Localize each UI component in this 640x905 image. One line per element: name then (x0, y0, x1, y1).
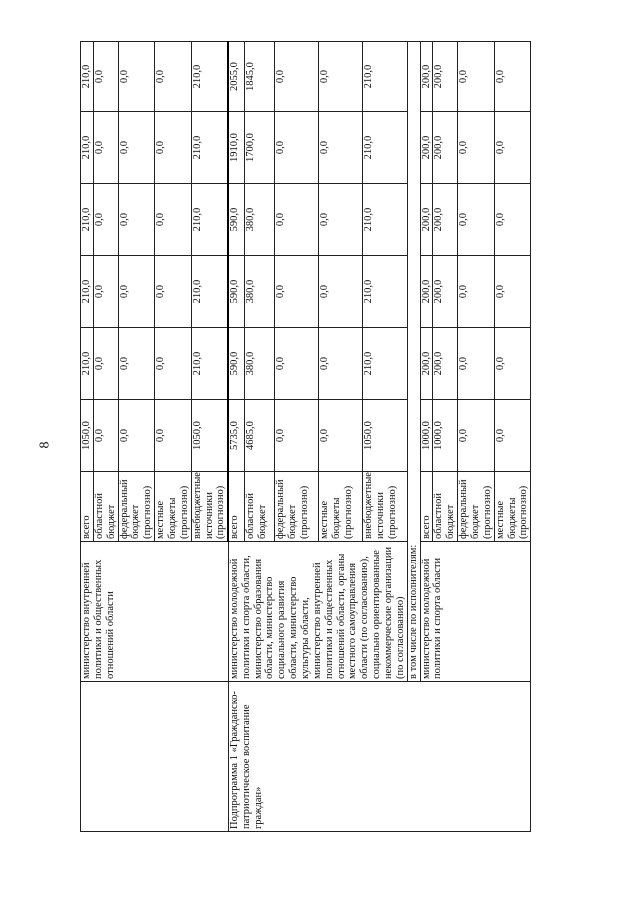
amount-cell: 590,0 (228, 256, 244, 328)
amount-cell: 210,0 (81, 328, 94, 400)
amount-cell: 1000,0 (433, 400, 458, 472)
amount-cell: 5735,0 (228, 400, 244, 472)
amount-cell: 210,0 (191, 184, 228, 256)
amount-cell: 0,0 (93, 400, 118, 472)
amount-cell: 1050,0 (363, 400, 407, 472)
amount-cell: 0,0 (93, 184, 118, 256)
program-name-cell: Подпрограмма 1 «Гражданско-патриотическое воспитание граждан» (228, 682, 530, 832)
amount-cell: 0,0 (458, 42, 495, 112)
amount-cell: 380,0 (244, 328, 274, 400)
amount-cell: 0,0 (118, 256, 155, 328)
amount-cell: 210,0 (363, 184, 407, 256)
amount-cell: 200,0 (433, 256, 458, 328)
amount-cell: 0,0 (155, 184, 192, 256)
funding-source-cell: местные бюджеты (прогнозно) (319, 472, 363, 542)
amount-cell: 0,0 (155, 328, 192, 400)
program-name-cell (81, 682, 229, 832)
amount-cell: 0,0 (458, 400, 495, 472)
amount-cell: 0,0 (458, 184, 495, 256)
amount-cell: 380,0 (244, 184, 274, 256)
amount-cell: 0,0 (118, 400, 155, 472)
amount-cell: 0,0 (458, 256, 495, 328)
amount-cell: 0,0 (93, 112, 118, 184)
amount-cell: 0,0 (274, 42, 318, 112)
amount-cell: 0,0 (494, 328, 531, 400)
funding-source-cell: федеральный бюджет (прогнозно) (274, 472, 318, 542)
amount-cell: 590,0 (228, 184, 244, 256)
amount-cell: 0,0 (118, 112, 155, 184)
amount-cell: 0,0 (155, 112, 192, 184)
amount-cell: 0,0 (274, 256, 318, 328)
financing-table (80, 41, 531, 832)
amount-cell: 0,0 (274, 184, 318, 256)
amount-cell: 0,0 (274, 400, 318, 472)
amount-cell: 1000,0 (420, 400, 433, 472)
funding-source-cell: внебюджетные источники (прогнозно) (363, 472, 407, 542)
amount-cell: 210,0 (81, 42, 94, 112)
amount-cell: 1845,0 (244, 42, 274, 112)
amount-cell: 0,0 (118, 42, 155, 112)
in-total-label: в том числе по исполнителям: (407, 42, 420, 682)
amount-cell: 0,0 (93, 256, 118, 328)
amount-cell: 200,0 (433, 328, 458, 400)
amount-cell: 0,0 (118, 184, 155, 256)
amount-cell: 0,0 (494, 256, 531, 328)
amount-cell: 200,0 (433, 184, 458, 256)
executor-cell: министерство молодежной политики и спорта области, министерство образования области, министерство социального развития области, министерство культуры области, министерство внутренней политики и общественных отношений области, органы местного самоуправления области (по согласованию), социально ориентированные некоммерческие организации (по согласованию) (228, 542, 407, 682)
amount-cell: 0,0 (274, 328, 318, 400)
funding-source-cell: всего (228, 472, 244, 542)
amount-cell: 200,0 (433, 112, 458, 184)
amount-cell: 380,0 (244, 256, 274, 328)
amount-cell: 0,0 (458, 112, 495, 184)
funding-source-cell: федеральный бюджет (прогнозно) (458, 472, 495, 542)
page-number: 8 (37, 441, 53, 449)
amount-cell: 210,0 (363, 42, 407, 112)
funding-source-cell: внебюджетные источники (прогнозно) (191, 472, 228, 542)
funding-source-cell: федеральный бюджет (прогнозно) (118, 472, 155, 542)
table-row (228, 42, 244, 832)
amount-cell: 200,0 (420, 256, 433, 328)
amount-cell: 0,0 (494, 400, 531, 472)
amount-cell: 0,0 (494, 42, 531, 112)
amount-cell: 210,0 (81, 184, 94, 256)
amount-cell: 0,0 (494, 112, 531, 184)
funding-source-cell: местные бюджеты (прогнозно) (155, 472, 192, 542)
funding-source-cell: всего (420, 472, 433, 542)
funding-source-cell: областной бюджет (433, 472, 458, 542)
amount-cell: 0,0 (319, 42, 363, 112)
amount-cell: 0,0 (93, 328, 118, 400)
amount-cell: 210,0 (363, 328, 407, 400)
amount-cell: 210,0 (191, 328, 228, 400)
amount-cell: 0,0 (319, 256, 363, 328)
executor-cell: министерство внутренней политики и общественных отношений области (81, 542, 229, 682)
amount-cell: 0,0 (319, 112, 363, 184)
amount-cell: 0,0 (319, 400, 363, 472)
amount-cell: 210,0 (81, 256, 94, 328)
amount-cell: 0,0 (155, 42, 192, 112)
amount-cell: 1050,0 (191, 400, 228, 472)
amount-cell: 2055,0 (228, 42, 244, 112)
funding-source-cell: областной бюджет (244, 472, 274, 542)
amount-cell: 200,0 (433, 42, 458, 112)
amount-cell: 210,0 (191, 112, 228, 184)
amount-cell: 0,0 (319, 328, 363, 400)
amount-cell: 0,0 (155, 400, 192, 472)
amount-cell: 200,0 (420, 328, 433, 400)
funding-source-cell: всего (81, 472, 94, 542)
amount-cell: 0,0 (274, 112, 318, 184)
amount-cell: 210,0 (363, 112, 407, 184)
amount-cell: 0,0 (458, 328, 495, 400)
amount-cell: 0,0 (319, 184, 363, 256)
amount-cell: 1700,0 (244, 112, 274, 184)
amount-cell: 0,0 (118, 328, 155, 400)
amount-cell: 210,0 (81, 112, 94, 184)
amount-cell: 200,0 (420, 42, 433, 112)
funding-source-cell: областной бюджет (93, 472, 118, 542)
executor-cell: министерство молодежной политики и спорта области (420, 542, 531, 682)
amount-cell: 0,0 (494, 184, 531, 256)
amount-cell: 0,0 (93, 42, 118, 112)
funding-source-cell: местные бюджеты (прогнозно) (494, 472, 531, 542)
amount-cell: 590,0 (228, 328, 244, 400)
amount-cell: 200,0 (420, 184, 433, 256)
amount-cell: 200,0 (420, 112, 433, 184)
amount-cell: 210,0 (191, 42, 228, 112)
amount-cell: 1050,0 (81, 400, 94, 472)
amount-cell: 1910,0 (228, 112, 244, 184)
amount-cell: 210,0 (191, 256, 228, 328)
amount-cell: 4685,0 (244, 400, 274, 472)
amount-cell: 0,0 (155, 256, 192, 328)
financing-table-rotated (80, 42, 531, 832)
amount-cell: 210,0 (363, 256, 407, 328)
table-row (81, 42, 94, 832)
